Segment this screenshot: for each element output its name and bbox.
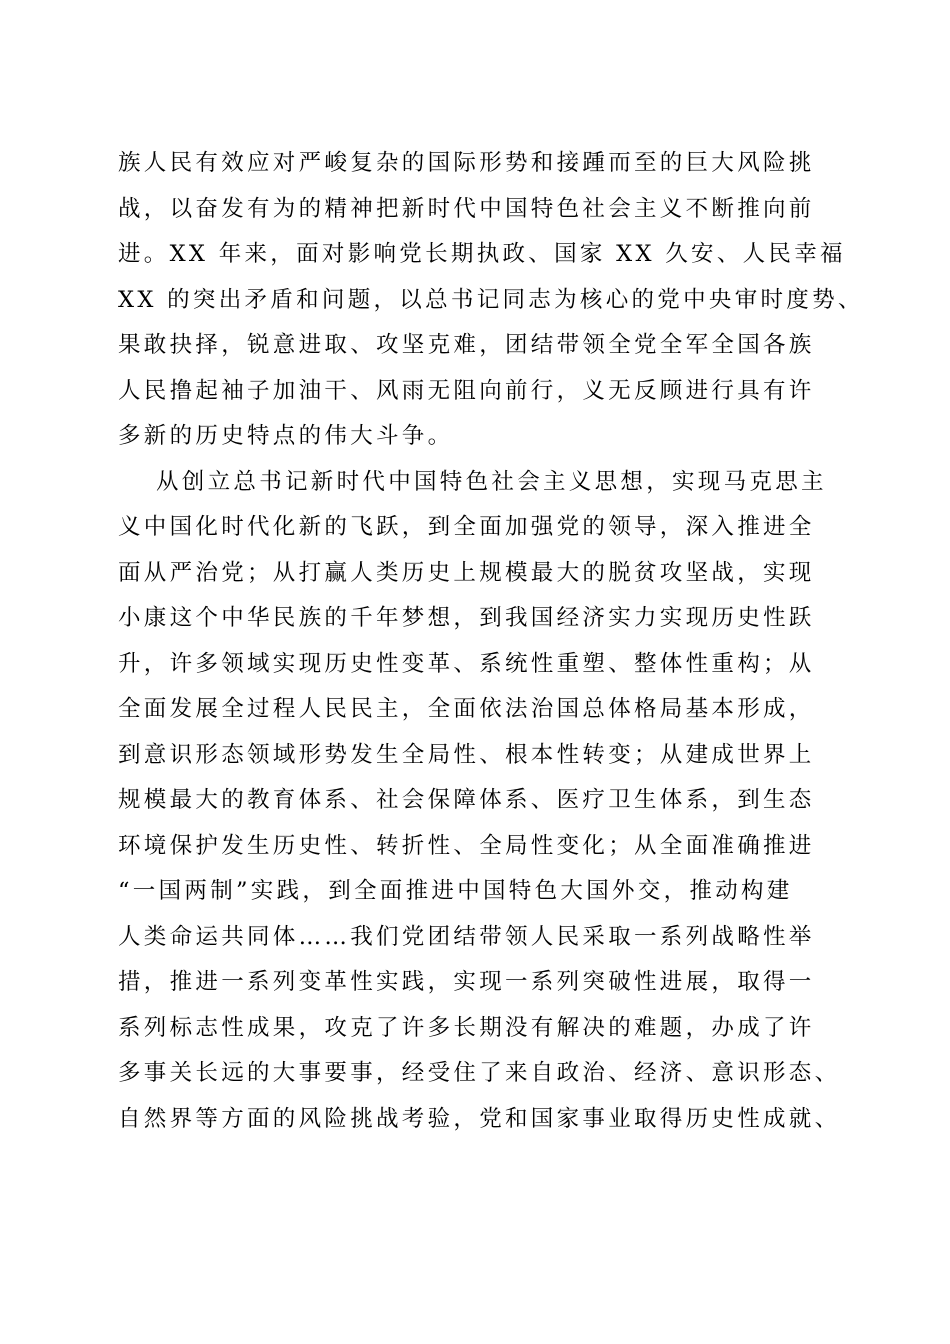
text-line: 义中国化时代化新的飞跃，到全面加强党的领导，深入推进全 (118, 514, 815, 540)
text-line: 环境保护发生历史性、转折性、全局性变化；从全面准确推进 (118, 832, 815, 859)
text-line: 族人民有效应对严峻复杂的国际形势和接踵而至的巨大风险挑 (118, 150, 815, 176)
text-line: 到意识形态领域形势发生全局性、根本性转变；从建成世界上 (118, 741, 815, 768)
paragraph-2 (118, 460, 841, 1143)
text-line: 小康这个中华民族的千年梦想，到我国经济实力实现历史性跃 (118, 605, 815, 631)
text-line: 战，以奋发有为的精神把新时代中国特色社会主义不断推向前 (118, 195, 815, 222)
text-line: 多新的历史特点的伟大斗争。 (118, 423, 454, 449)
body-text (118, 141, 864, 1142)
text-line: 人类命运共同体……我们党团结带领人民采取一系列战略性举 (118, 923, 815, 950)
text-line: 全面发展全过程人民民主，全面依法治国总体格局基本形成， (118, 696, 815, 722)
text-line: 多事关长远的大事要事，经受住了来自政治、经济、意识形态、 (118, 1060, 841, 1086)
text-line: 规模最大的教育体系、社会保障体系、医疗卫生体系，到生态 (118, 787, 815, 813)
text-line: 系列标志性成果，攻克了许多长期没有解决的难题，办成了许 (118, 1014, 815, 1041)
text-line: 升，许多领域实现历史性变革、系统性重塑、整体性重构；从 (118, 650, 815, 677)
text-line: XX 的突出矛盾和问题，以总书记同志为核心的党中央审时度势、 (118, 286, 864, 313)
text-line: 从创立总书记新时代中国特色社会主义思想，实现马克思主 (156, 468, 827, 495)
text-line: 面从严治党；从打赢人类历史上规模最大的脱贫攻坚战，实现 (118, 559, 815, 586)
paragraph-1 (118, 141, 864, 460)
text-line: 果敢抉择，锐意进取、攻坚克难，团结带领全党全军全国各族 (118, 332, 815, 358)
text-line: 措，推进一系列变革性实践，实现一系列突破性进展，取得一 (118, 969, 815, 995)
text-line: 人民撸起袖子加油干、风雨无阻向前行，义无反顾进行具有许 (118, 377, 815, 404)
text-line: 进。XX 年来，面对影响党长期执政、国家 XX 久安、人民幸福 (118, 241, 846, 267)
text-line: 自然界等方面的风险挑战考验，党和国家事业取得历史性成就、 (118, 1105, 841, 1132)
text-line: “一国两制”实践，到全面推进中国特色大国外交，推动构建 (118, 878, 793, 904)
